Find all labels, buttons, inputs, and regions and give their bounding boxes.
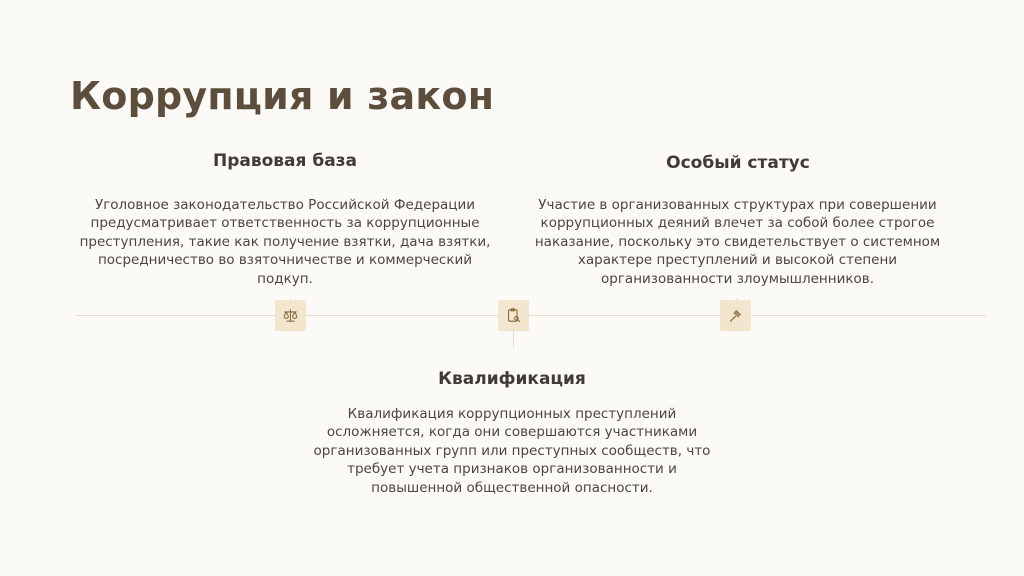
slide-title: Коррупция и закон — [70, 74, 495, 118]
gavel-icon — [727, 307, 744, 324]
clipboard-search-icon — [505, 307, 522, 324]
timeline-marker-2 — [498, 300, 529, 331]
event-text-legal-base: Уголовное законодательство Российской Федерации предусматривает ответственность за коррупционные преступления, такие как получение взятки, дача взятки, посредничество во взяточничестве и коммерческий подкуп. — [79, 197, 491, 287]
scales-icon — [282, 307, 299, 324]
timeline-marker-1 — [275, 300, 306, 331]
event-heading-legal-base: Правовая база — [212, 151, 358, 171]
event-heading-special-status: Особый статус — [666, 153, 810, 173]
event-text-special-status: Участие в организованных структурах при совершении коррупционных деяний влечет за собой более строгое наказание, поскольку это свидетельствует о системном характере преступлений и высокой степени организованности злоумышленников. — [534, 197, 941, 287]
timeline-marker-3 — [720, 300, 751, 331]
event-text-qualification: Квалификация коррупционных преступлений осложняется, когда они совершаются участниками организованных групп или преступных сообществ, что требует учета признаков организованности и повышенной общественной опасности. — [313, 406, 711, 496]
timeline-line — [76, 315, 986, 316]
event-heading-qualification: Квалификация — [438, 369, 586, 389]
